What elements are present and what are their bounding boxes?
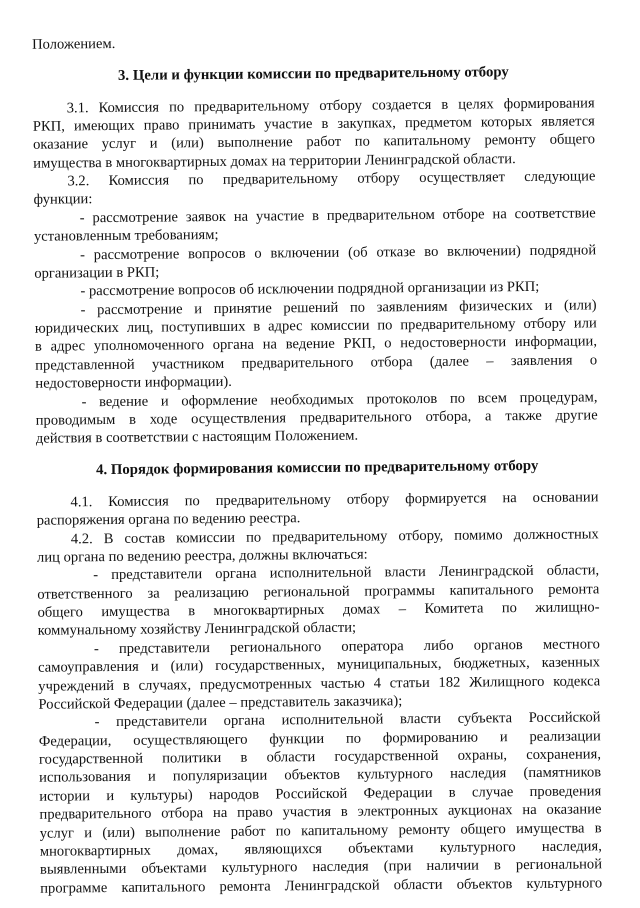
text-line: действия в соответствии с настоящим Положением. [35, 427, 359, 447]
text-line: истории и культуры) народов Российской Федерации в случае проведения [39, 783, 602, 805]
text-line: недостоверности информации). [35, 373, 232, 392]
text-line: - рассмотрение заявок на участие в предварительном отборе на соответствие [79, 205, 596, 227]
section-heading-4: 4. Порядок формирования комиссии по предварительному отбору [95, 457, 539, 479]
text-line: общего имущества в многоквартирных домах – Комитета по жилищно- [37, 599, 600, 621]
text-line: многоквартирных домах, являющихся объектами культурного наследия, [39, 838, 602, 860]
text-line: функции: [33, 191, 93, 209]
text-line: ответственного за реализацию региональной программы капитального ремонта [37, 580, 600, 603]
text-line: юридических лиц, поступивших в адрес комиссии по предварительному отбору или [34, 315, 597, 337]
text-line: организации в РКП; [34, 264, 160, 282]
text-line: представленной участником предварительного отбора (далее – заявления о [35, 352, 598, 374]
text-line: оказание услуг и (или) выполнение работ по капитальному ремонту общего [32, 131, 596, 154]
text-line: - представители регионального оператора либо органов местного [93, 636, 600, 657]
text-line: коммунальному хозяйству Ленинградской области; [37, 620, 357, 640]
text-line: программе капитального ремонта Ленинградской области объектов культурного [40, 874, 603, 897]
text-line: учреждений в случаях, предусмотренных частью 4 статьи 182 Жилищного кодекса [38, 672, 601, 695]
section-heading-3: 3. Цели и функции комиссии по предварительному отбору [117, 63, 509, 84]
text-line: проводимым в ходе осуществления предварительного отбора, а также другие [35, 407, 598, 429]
text-line: использования и популяризации объектов культурного наследия (памятников [39, 764, 602, 787]
text-line: распоряжения органа по ведению реестра. [36, 510, 301, 529]
text-line: услуг и (или) выполнение работ по капитальному ремонту общего имущества в [39, 819, 602, 842]
text-line: 4.2. В состав комиссии по предварительному отбору, помимо должностных [70, 525, 599, 547]
text-line: Федерации, осуществляющего функции по формированию и реализации [38, 727, 601, 750]
text-line: предварительного отбора на право участия в электронных аукционах на оказание [39, 801, 602, 823]
text-line: - рассмотрение вопросов о включении (об отказе во включении) подрядной [80, 241, 597, 263]
text-line: в адрес уполномоченного органа на ведение РКП, о недостоверности информации, [34, 333, 598, 356]
text-line: РКП, имеющих право принимать участие в закупках, предметом которых является [32, 113, 595, 135]
text-line: 4.1. Комиссия по предварительному отбору формируется на основании [70, 489, 599, 511]
text-line: государственной политики в области государственной охраны, сохранения, [38, 746, 602, 768]
text-line: самоуправления и (или) государственных, муниципальных, бюджетных, казенных [38, 654, 601, 676]
text-line: - ведение и оформление необходимых протоколов по всем процедурам, [81, 388, 598, 410]
text-line: лиц органа по ведению реестра, должны включаться: [36, 546, 368, 566]
text-line: 3.2. Комиссия по предварительному отбору осуществляет следующие [67, 168, 596, 190]
text-line: выявленными объектами культурного наследия (при наличии в региональной [39, 856, 603, 878]
text-line: - рассмотрение и принятие решений по заявлениям физических и (или) [80, 296, 597, 318]
text-line: 3.1. Комиссия по предварительному отбору создается в целях формирования [66, 94, 595, 116]
text-line: имущества в многоквартирных домах на территории Ленинградской области. [33, 150, 516, 172]
text-line: - представители органа исполнительной власти Ленинградской области, [93, 562, 600, 584]
text-line: Положением. [32, 35, 116, 53]
text-line: - представители органа исполнительной власти субъекта Российской [94, 709, 601, 731]
text-line: - рассмотрение вопросов об исключении подрядной организации из РКП; [80, 279, 540, 300]
text-line: установленным требованиям; [33, 227, 219, 245]
text-line: Российской Федерации (далее – представитель заказчика); [38, 693, 403, 713]
